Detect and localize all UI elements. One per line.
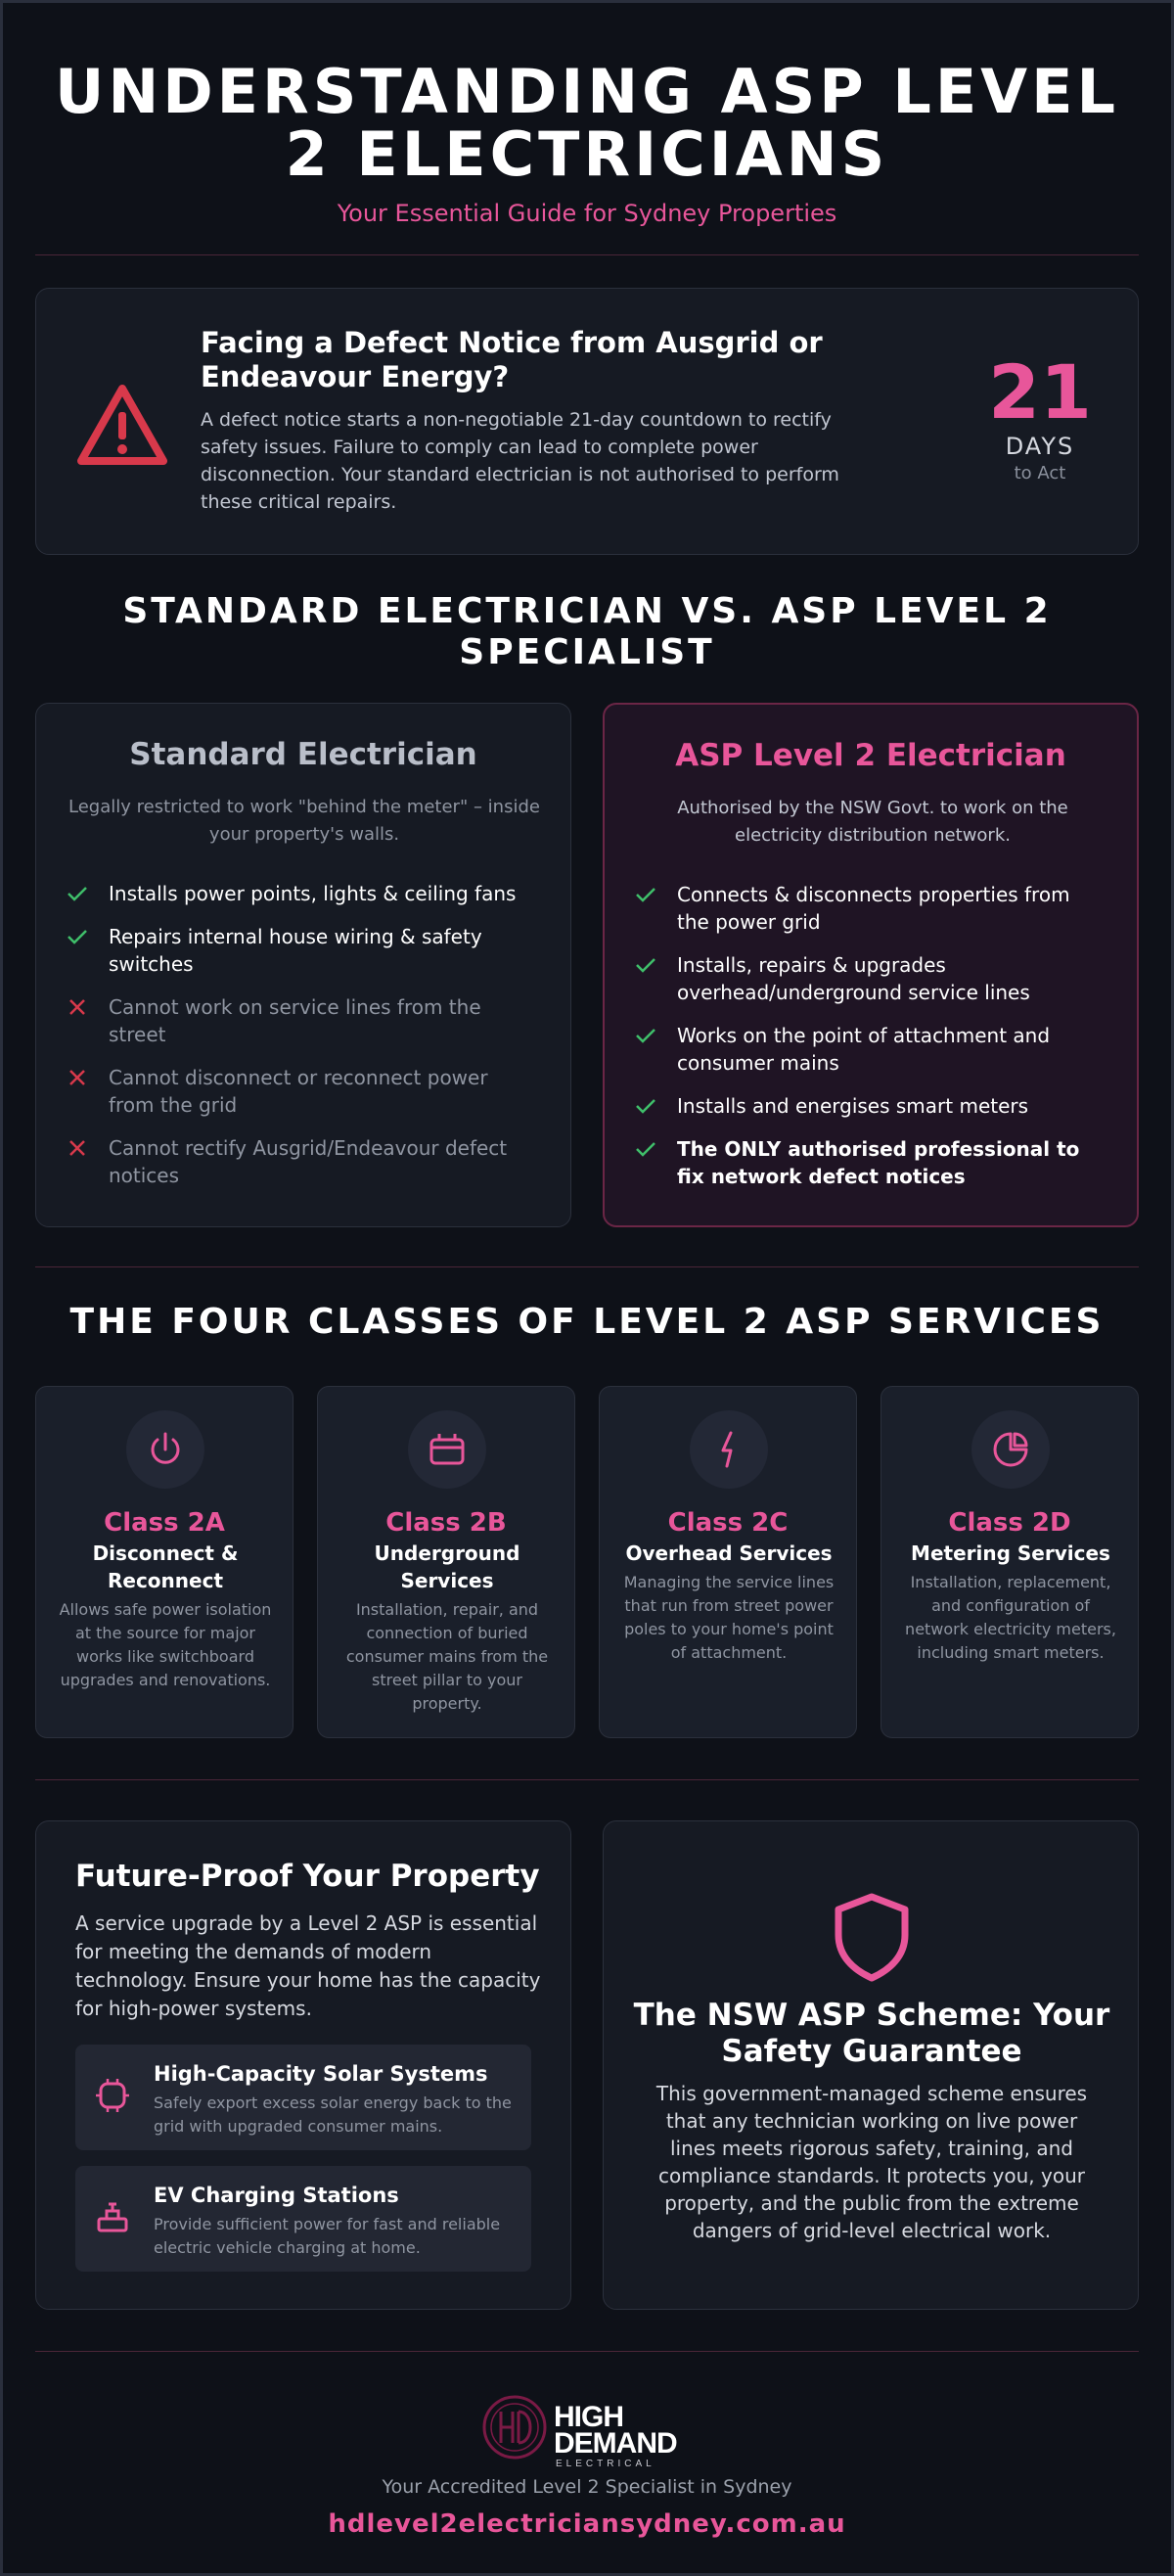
class-card-2c [599, 1386, 857, 1738]
divider [35, 1266, 1139, 1267]
page-subtitle: Your Essential Guide for Sydney Properties [337, 200, 837, 227]
list-item-text: Installs power points, lights & ceiling fans [109, 882, 517, 905]
class-card-2d [880, 1386, 1139, 1738]
list-item [66, 993, 535, 1048]
logo-line3: ELECTRICAL [556, 2459, 655, 2468]
company-logo [479, 2390, 695, 2468]
class-text: Installation, repair, and connection of buried consumer mains from the street pillar to your property. [345, 1600, 549, 1713]
ev-charger-icon [95, 2199, 130, 2234]
icon-circle [126, 1410, 204, 1489]
class-name: Underground Services [374, 1541, 520, 1592]
defect-notice-panel [35, 288, 1139, 555]
countdown-number: 21 [988, 348, 1092, 436]
countdown-unit: DAYS [1005, 433, 1075, 460]
list-item-text: The ONLY authorised professional to fix network defect notices [677, 1137, 1080, 1188]
class-code: Class 2D [948, 1508, 1071, 1538]
class-card-2a [35, 1386, 294, 1738]
future-body: A service upgrade by a Level 2 ASP is essential for meeting the demands of modern technology. Ensure your home has the capacity for high-power systems. [75, 1911, 541, 2020]
list-item-text: Cannot work on service lines from the street [109, 995, 481, 1046]
check-icon [634, 1024, 657, 1047]
class-text: Allows safe power isolation at the source for major works like switchboard upgrades and renovations. [59, 1600, 272, 1689]
list-item [634, 881, 1104, 936]
feature-solar [75, 2045, 531, 2150]
feature-desc: Provide sufficient power for fast and reliable electric vehicle charging at home. [154, 2215, 501, 2257]
list-item-text: Cannot rectify Ausgrid/Endeavour defect notices [109, 1136, 508, 1187]
list-item [66, 923, 535, 978]
list-item-text: Installs, repairs & upgrades overhead/underground service lines [677, 953, 1030, 1004]
class-code: Class 2C [667, 1508, 789, 1538]
header [35, 56, 1139, 227]
meter-gauge-icon [991, 1430, 1030, 1469]
class-code: Class 2B [385, 1508, 507, 1538]
scheme-body: This government-managed scheme ensures that any technician working on live power lines meets rigorous safety, training, and compliance standards. It protects you, your property, and the public from the extreme dangers of grid-level electrical work. [655, 2082, 1088, 2242]
asp-description: Authorised by the NSW Govt. to work on the electricity distribution network. [677, 798, 1068, 846]
asp-list [634, 881, 1104, 1206]
list-item [66, 1134, 535, 1189]
list-item-text: Connects & disconnects properties from the power grid [677, 883, 1070, 934]
divider [35, 1779, 1139, 1780]
list-item [634, 1135, 1104, 1190]
list-item [66, 1064, 535, 1119]
feature-ev [75, 2166, 531, 2272]
scheme-heading: The NSW ASP Scheme: Your Safety Guarantee [633, 1998, 1110, 2069]
future-proof-card [35, 1820, 571, 2310]
check-icon [634, 1094, 657, 1118]
class-text: Managing the service lines that run from street power poles to your home's point of attachment. [623, 1573, 835, 1662]
future-heading: Future-Proof Your Property [75, 1859, 540, 1894]
feature-title: EV Charging Stations [154, 2184, 399, 2207]
class-name: Overhead Services [625, 1541, 833, 1565]
standard-description: Legally restricted to work "behind the meter" – inside your property's walls. [68, 797, 540, 845]
lightning-icon [709, 1430, 748, 1469]
check-icon [634, 883, 657, 906]
check-icon [634, 953, 657, 977]
countdown [981, 348, 1099, 486]
warning-triangle-icon [75, 383, 169, 467]
list-item-text: Cannot disconnect or reconnect power from the grid [109, 1066, 488, 1117]
list-item [634, 951, 1104, 1006]
logo-line2: DEMAND [554, 2427, 677, 2460]
notice-body: A defect notice starts a non-negotiable 21-day countdown to rectify safety issues. Failure to comply can lead to complete power disconnection. Your standard electrician is not authorised to perform these critical repairs. [201, 409, 839, 513]
footer-url[interactable]: hdlevel2electriciansydney.com.au [328, 2509, 846, 2539]
icon-circle [690, 1410, 768, 1489]
divider [35, 254, 1139, 255]
class-card-2b [317, 1386, 575, 1738]
countdown-caption: to Act [1014, 463, 1066, 483]
standard-heading: Standard Electrician [129, 737, 477, 772]
class-code: Class 2A [104, 1508, 225, 1538]
list-item [634, 1092, 1104, 1120]
feature-desc: Safely export excess solar energy back to the grid with upgraded consumer mains. [154, 2093, 512, 2136]
logo-line1: HIGH [554, 2401, 623, 2433]
page-title: UNDERSTANDING ASP LEVEL 2 ELECTRICIANS [54, 56, 1120, 190]
underground-cable-icon [428, 1430, 467, 1469]
check-icon [634, 1137, 657, 1161]
cross-icon [66, 1136, 89, 1160]
solar-chip-icon [95, 2078, 130, 2113]
standard-list [66, 880, 535, 1205]
check-icon [66, 882, 89, 905]
asp-electrician-card [603, 703, 1139, 1227]
list-item-text: Works on the point of attachment and consumer mains [677, 1024, 1051, 1075]
divider [35, 2351, 1139, 2352]
asp-heading: ASP Level 2 Electrician [675, 738, 1066, 773]
icon-circle [971, 1410, 1050, 1489]
list-item-text: Repairs internal house wiring & safety switches [109, 925, 482, 976]
comparison-title: STANDARD ELECTRICIAN VS. ASP LEVEL 2 SPECIALIST [122, 591, 1052, 672]
footer-tagline: Your Accredited Level 2 Specialist in Sydney [382, 2476, 792, 2498]
feature-title: High-Capacity Solar Systems [154, 2062, 488, 2086]
cross-icon [66, 995, 89, 1019]
class-name: Disconnect & Reconnect [92, 1541, 239, 1592]
list-item-text: Installs and energises smart meters [677, 1094, 1029, 1118]
check-icon [66, 925, 89, 948]
list-item [634, 1022, 1104, 1077]
class-name: Metering Services [911, 1541, 1110, 1565]
standard-electrician-card [35, 703, 571, 1227]
asp-scheme-card [603, 1820, 1139, 2310]
power-icon [146, 1430, 185, 1469]
icon-circle [408, 1410, 486, 1489]
list-item [66, 880, 535, 907]
class-text: Installation, replacement, and configuration of network electricity meters, including smart meters. [905, 1573, 1116, 1662]
notice-heading: Facing a Defect Notice from Ausgrid or Endeavour Energy? [201, 326, 823, 393]
classes-title: THE FOUR CLASSES OF LEVEL 2 ASP SERVICES [69, 1302, 1105, 1342]
shield-icon [831, 1892, 913, 1982]
cross-icon [66, 1066, 89, 1089]
